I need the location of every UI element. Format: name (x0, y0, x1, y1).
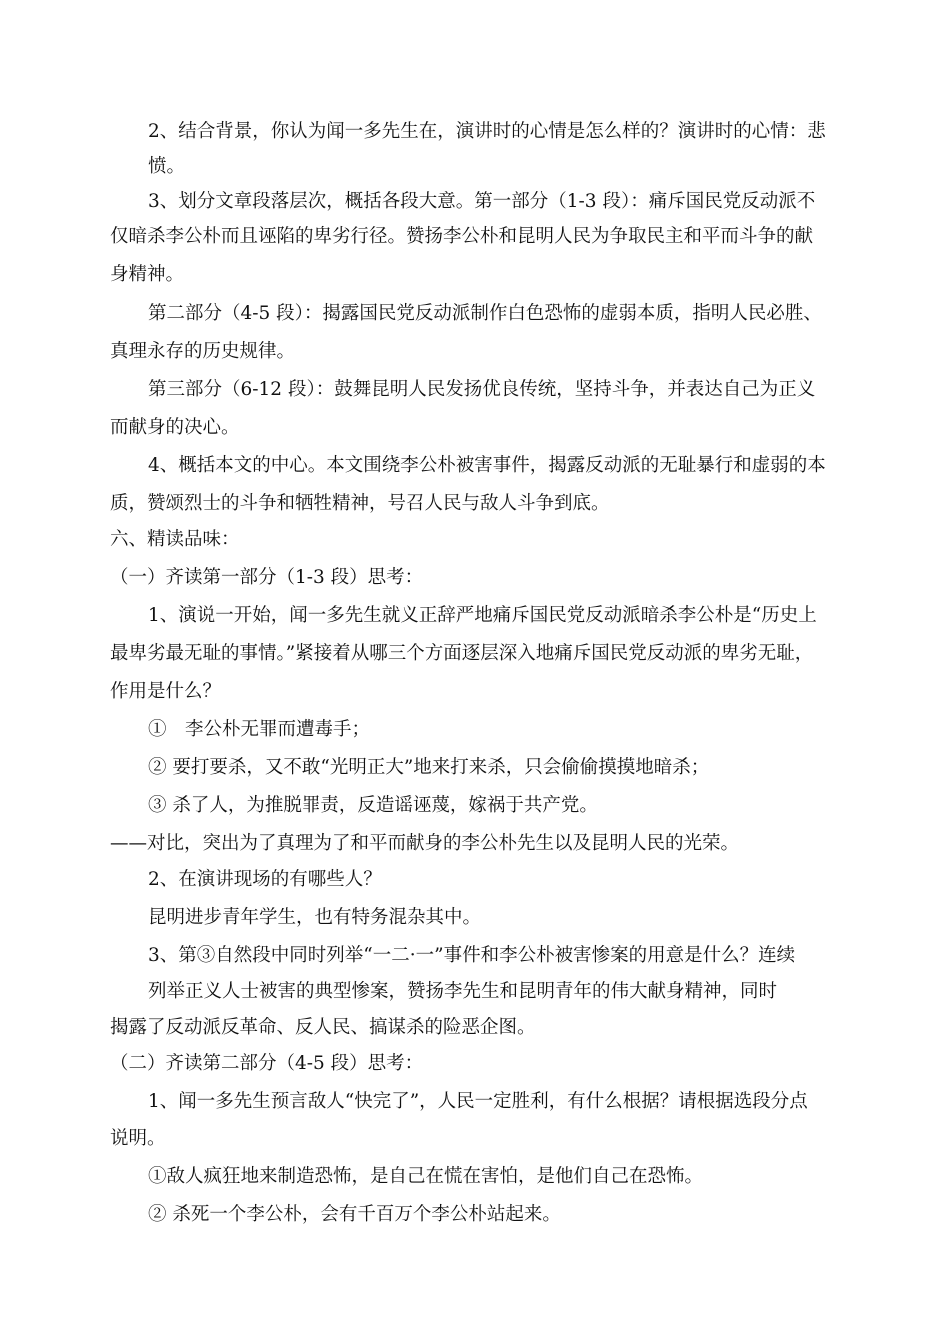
text-line: 第三部分（6-12 段）：鼓舞昆明人民发扬优良传统，坚持斗争，并表达自己为正义 (148, 379, 816, 400)
text-line: 作用是什么？ (110, 681, 222, 702)
subsection-heading: （一）齐读第一部分（1-3 段）思考： (110, 567, 424, 588)
text-line: 列举正义人士被害的典型惨案，赞扬李先生和昆明青年的伟大献身精神，同时 (148, 981, 778, 1002)
list-item: ② 杀死一个李公朴，会有千百万个李公朴站起来。 (148, 1204, 561, 1225)
text-line: 愤。 (148, 156, 186, 177)
text-line: 真理永存的历史规律。 (110, 341, 296, 362)
text-line: 说明。 (110, 1128, 166, 1149)
text-line: 昆明进步青年学生，也有特务混杂其中。 (148, 907, 482, 928)
list-item: ③ 杀了人，为推脱罪责，反造谣诬蔑，嫁祸于共产党。 (148, 795, 598, 816)
text-line: 最卑劣最无耻的事情。”紧接着从哪三个方面逐层深入地痛斥国民党反动派的卑劣无耻， (110, 643, 814, 664)
text-line: 3、划分文章段落层次，概括各段大意。第一部分（1-3 段）：痛斥国民党反动派不 (148, 191, 816, 212)
text-line: 1、演说一开始，闻一多先生就义正辞严地痛斥国民党反动派暗杀李公朴是“历史上 (148, 605, 817, 626)
text-line: 第二部分（4-5 段）：揭露国民党反动派制作白色恐怖的虚弱本质，指明人民必胜、 (148, 303, 822, 324)
text-line: 4、概括本文的中心。本文围绕李公朴被害事件，揭露反动派的无耻暴行和虚弱的本 (148, 455, 826, 476)
subsection-heading: （二）齐读第二部分（4-5 段）思考： (110, 1053, 424, 1074)
text-line: 身精神。 (110, 264, 185, 285)
text-line: 质，赞颂烈士的斗争和牺牲精神，号召人民与敌人斗争到底。 (110, 493, 610, 514)
text-line: 2、在演讲现场的有哪些人？ (148, 869, 382, 890)
list-item: ①敌人疯狂地来制造恐怖，是自己在慌在害怕，是他们自己在恐怖。 (148, 1166, 704, 1187)
text-line: 而献身的决心。 (110, 417, 240, 438)
text-line: 2、结合背景，你认为闻一多先生在，演讲时的心情是怎么样的？演讲时的心情：悲 (148, 121, 826, 142)
text-line: 揭露了反动派反革命、反人民、搞谋杀的险恶企图。 (110, 1017, 536, 1038)
list-item: ① 李公朴无罪而遭毒手； (148, 719, 371, 740)
list-item: ② 要打要杀，又不敢“光明正大”地来打来杀，只会偷偷摸摸地暗杀； (148, 757, 710, 778)
text-line: 仅暗杀李公朴而且诬陷的卑劣行径。赞扬李公朴和昆明人民为争取民主和平而斗争的献 (110, 226, 814, 247)
text-line: ——对比，突出为了真理为了和平而献身的李公朴先生以及昆明人民的光荣。 (110, 833, 740, 854)
section-heading: 六、精读品味： (110, 529, 240, 550)
text-line: 1、闻一多先生预言敌人“快完了”，人民一定胜利，有什么根据？请根据选段分点 (148, 1091, 808, 1112)
text-line: 3、第③自然段中同时列举“一二·一”事件和李公朴被害惨案的用意是什么？连续 (148, 945, 796, 966)
